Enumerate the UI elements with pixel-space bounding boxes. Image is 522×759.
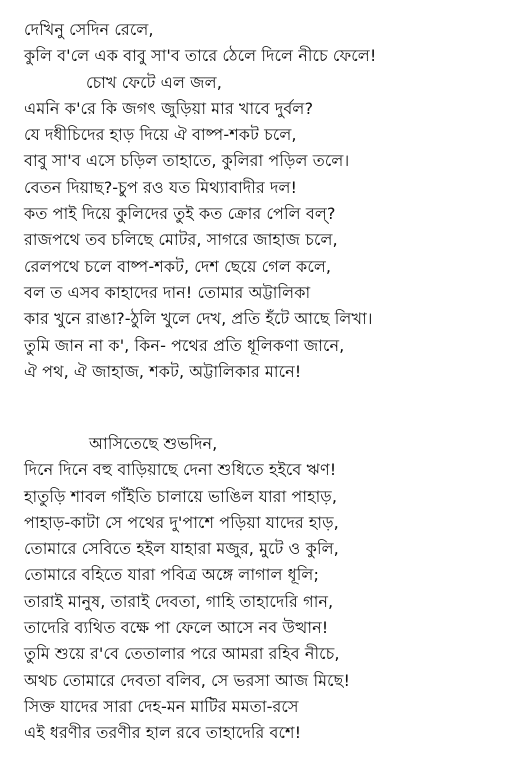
poem-line-indented: চোখ ফেটে এল জল, — [86, 72, 222, 92]
poem-line: বল ত এসব কাহাদের দান! তোমার অট্টালিকা — [24, 282, 311, 302]
poem-line: তোমারে সেবিতে হইল যাহারা মজুর, মুটে ও কুলি, — [24, 539, 339, 559]
poem-line: কার খুনে রাঙা?-ঠুলি খুলে দেখ, প্রতি হঁটে আছে লিখা। — [24, 309, 373, 329]
poem-line: এমনি ক'রে কি জগৎ জুড়িয়া মার খাবে দুর্বল? — [24, 98, 314, 118]
poem-line: কুলি ব'লে এক বাবু সা'ব তারে ঠেলে দিলে নীচে ফেলে! — [24, 46, 377, 66]
poem-line: দেখিনু সেদিন রেলে, — [24, 20, 154, 39]
poem-stanza-2 — [0, 431, 522, 747]
poem-line: সিক্ত যাদের সারা দেহ-মন মাটির মমতা-রসে — [24, 696, 299, 716]
poem-line: পাহাড়-কাটা সে পথের দু'পাশে পড়িয়া যাদের হাড়, — [24, 512, 339, 532]
poem-line: হাতুড়ি শাবল গাঁইতি চালায়ে ভাঙিল যারা পাহাড়, — [24, 486, 337, 506]
poem-line: ঐ পথ, ঐ জাহাজ, শকট, অট্টালিকার মানে! — [24, 361, 302, 381]
poem-line: এই ধরণীর তরণীর হাল রবে তাহাদেরি বশে! — [24, 723, 302, 743]
poem-line: তুমি জান না ক', কিন- পথের প্রতি ধূলিকণা জানে, — [24, 335, 345, 355]
cut-off-next-line — [0, 752, 522, 759]
poem-line: তোমারে বহিতে যারা পবিত্র অঙ্গে লাগাল ধূলি; — [24, 565, 319, 585]
poem-line: তুমি শুয়ে র'বে তেতালার পরে আমরা রহিব নীচে, — [24, 644, 340, 664]
poem-line-indented: আসিতেছে শুভদিন, — [89, 434, 218, 453]
poem-line: বাবু সা'ব এসে চড়িল তাহাতে, কুলিরা পড়িল তলে। — [24, 151, 350, 171]
poem-stanza-1 — [0, 17, 522, 385]
poem-line: কত পাই দিয়ে কুলিদের তুই কত ক্রোর পেলি বল্? — [24, 204, 336, 224]
poem-line: রেলপথে চলে বাষ্প-শকট, দেশ ছেয়ে গেল কলে, — [24, 256, 332, 276]
poem-line: তারাই মানুষ, তারাই দেবতা, গাহি তাহাদেরি গান, — [24, 591, 334, 611]
poem-line: বেতন দিয়াছ?-চুপ রও যত মিথ্যাবাদীর দল! — [24, 177, 298, 197]
poem-line: যে দধীচিদের হাড় দিয়ে ঐ বাষ্প-শকট চলে, — [24, 125, 297, 145]
poem-line: রাজপথে তব চলিছে মোটর, সাগরে জাহাজ চলে, — [24, 230, 338, 250]
poem-line: অথচ তোমারে দেবতা বলিব, সে ভরসা আজ মিছে! — [24, 670, 350, 690]
poem-line: তাদেরি ব্যথিত বক্ষে পা ফেলে আসে নব উত্থান! — [24, 618, 329, 638]
poem-line: দিনে দিনে বহু বাড়িয়াছে দেনা শুধিতে হইবে ঋণ! — [24, 460, 337, 480]
